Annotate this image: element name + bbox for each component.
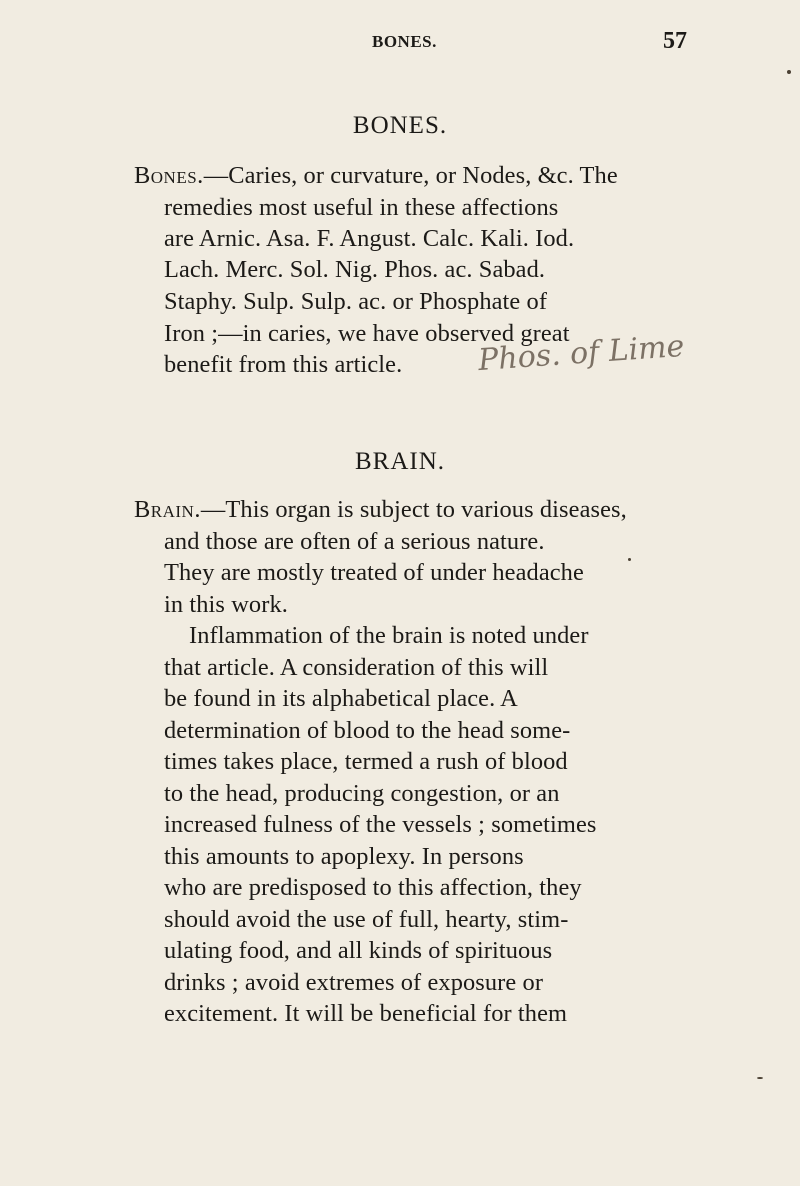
section-title-bones: BONES. [352, 112, 448, 139]
text-line: drinks ; avoid extremes of exposure or [164, 969, 544, 996]
lead-word-bones: Bones. [134, 162, 204, 189]
print-speck [757, 1077, 763, 1079]
running-title: BONES. [372, 32, 437, 51]
text-line: remedies most useful in these affections [164, 194, 559, 221]
print-speck [787, 70, 791, 74]
handwritten-note: Phos. of Lime [477, 328, 686, 379]
text-line: Brain.—This organ is subject to various diseases, [134, 496, 627, 523]
text-line: in this work. [164, 591, 288, 618]
lead-word-brain: Brain. [134, 496, 201, 523]
text-line: to the head, producing congestion, or an [164, 780, 560, 807]
text-line: ulating food, and all kinds of spirituous [164, 937, 553, 964]
text-line: They are mostly treated of under headache [164, 559, 584, 586]
section-title-brain: BRAIN. [354, 448, 446, 475]
text-line: and those are often of a serious nature. [164, 528, 545, 555]
text-line: this amounts to apoplexy. In persons [164, 843, 524, 870]
text-line: Iron ;—in caries, we have observed great [164, 320, 570, 347]
print-speck [628, 558, 631, 561]
text-line: times takes place, termed a rush of blood [164, 748, 568, 775]
text-line: should avoid the use of full, hearty, stim- [164, 906, 569, 933]
text-line: who are predisposed to this affection, they [164, 874, 582, 901]
text-line: that article. A consideration of this will [164, 654, 549, 681]
text-line: are Arnic. Asa. F. Angust. Calc. Kali. Iod. [164, 225, 575, 252]
running-head [0, 28, 800, 58]
text-line: excitement. It will be beneficial for them [164, 1000, 568, 1027]
text-line: Bones.—Caries, or curvature, or Nodes, &c. The [134, 162, 618, 189]
text-line: increased fulness of the vessels ; sometimes [164, 811, 597, 838]
text-line: benefit from this article. [164, 351, 403, 378]
text-line: Lach. Merc. Sol. Nig. Phos. ac. Sabad. [164, 256, 546, 283]
text-line: be found in its alphabetical place. A [164, 685, 518, 712]
text-line: Inflammation of the brain is noted under [189, 622, 589, 649]
text-line: determination of blood to the head some- [164, 717, 571, 744]
page-number: 57 [663, 28, 687, 54]
text-line: Staphy. Sulp. Sulp. ac. or Phosphate of [164, 288, 548, 315]
